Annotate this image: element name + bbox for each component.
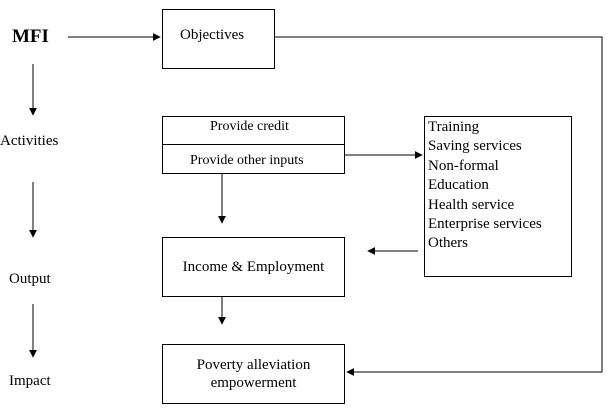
arrow-objectives-poverty: [275, 37, 602, 372]
service-item: Enterprise services: [428, 216, 542, 233]
service-item: Health service: [428, 196, 515, 213]
poverty-line1: Poverty alleviation: [196, 357, 311, 373]
service-item: Saving services: [428, 138, 522, 155]
stage-impact: Impact: [9, 373, 51, 389]
poverty-line2: empowerment: [210, 375, 297, 391]
service-item: Training: [428, 119, 480, 135]
stage-activities: Activities: [0, 133, 59, 149]
service-item: Others: [428, 235, 468, 252]
provide-other-inputs-label: Provide other inputs: [190, 153, 304, 168]
stage-output: Output: [9, 271, 51, 287]
provide-credit-label: Provide credit: [210, 119, 289, 134]
service-item: Education: [428, 177, 489, 194]
income-employment-label: Income & Employment: [182, 258, 325, 275]
service-item: Non-formal: [428, 157, 499, 174]
objectives-label: Objectives: [180, 27, 245, 43]
stage-mfi: MFI: [12, 26, 49, 47]
